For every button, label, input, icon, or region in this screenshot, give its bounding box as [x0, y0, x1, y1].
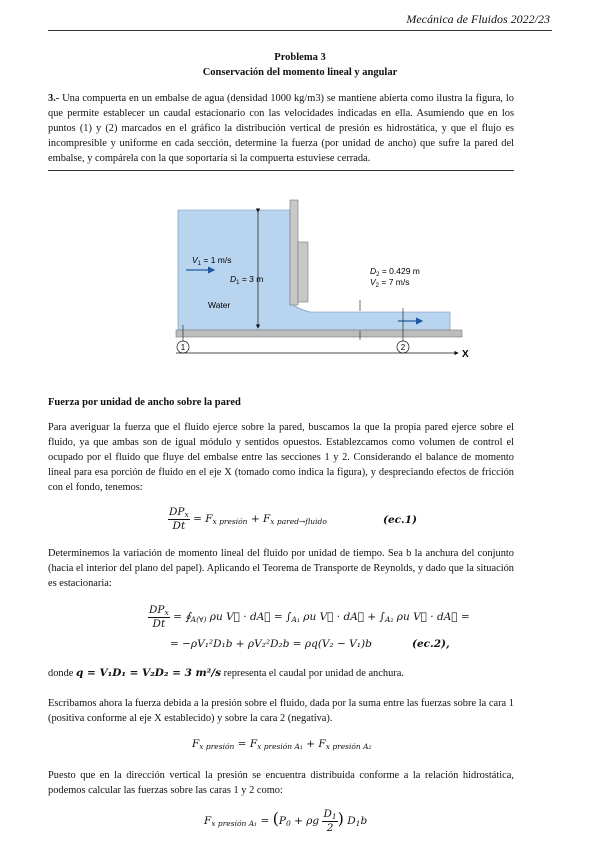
header-divider	[48, 30, 552, 31]
equation-pressure-a1: $F_{x presión A_1} = (P_0 + \rho g$ $\frac{D_1}{2}$ ) $D_1b$	[204, 808, 368, 834]
v2-label: $V_2 = 7$ m/s	[370, 277, 410, 289]
paragraph-flow-rate	[48, 666, 514, 681]
dam-gate-figure	[170, 190, 480, 372]
equation-2-line1: $\frac{DP_x}{Dt}$ = $∮_{A(\forall)}$ ρu V⃗ · dA⃗ = $\int_{A_1}$ ρu V⃗ · dA⃗ + $\int_{A_2}$ ρu V⃗ · dA⃗ =	[149, 604, 470, 630]
paragraph-reynolds: Determinemos la variación de momento lineal del fluido por unidad de tiempo. Sea b la anchura del conjunto (hacia el interior del plano del papel). Aplicando el Teorema de Transporte de Reynolds, y dado que la situación es estacionaria:	[48, 548, 514, 589]
problem-number: Problema 3	[274, 52, 326, 63]
course-header: Mecánica de Fluidos 2022/23	[406, 12, 550, 26]
equation-pressure-sum: $F_{x presión} = F_{x presión A_1} + F_{x presión A_2}$	[192, 738, 372, 751]
problem-subtitle: Conservación del momento lineal y angular	[202, 67, 398, 78]
section-title: Fuerza por unidad de ancho sobre la pared	[48, 397, 241, 408]
point1-label: 1	[180, 343, 186, 352]
equation-1: $\frac{DP_x}{Dt}$ = $F_{x presión} + F_{x pared\to fluido}$	[169, 506, 327, 532]
paragraph-pressure-force: Escribamos ahora la fuerza debida a la presión sobre el fluido, dada por la suma entre las fuerzas sobre la cara 1 (positiva conforme al eje X establecido) y sobre la cara 2 (negativa).	[48, 698, 514, 724]
x-axis-label: X	[462, 349, 469, 360]
point2-label: 2	[400, 343, 406, 352]
gate-wall-lower	[298, 242, 308, 302]
problem-label: 3.-	[48, 93, 60, 104]
paragraph-hydrostatic: Puesto que en la dirección vertical la presión se encuentra distribuida conforme a la relación hidrostática, podemos calcular las fuerzas sobre las caras 1 y 2 como:	[48, 770, 514, 796]
d2-label: $D_2 = 0.429$ m	[370, 266, 420, 278]
flow-rate-equation: q = V₁D₁ = V₂D₂ = 3 m²/s	[76, 667, 222, 679]
ground	[176, 330, 462, 337]
water-label: Water	[208, 300, 231, 310]
donde-pre: donde	[48, 668, 74, 679]
equation-1-label: (ec.1)	[383, 514, 417, 526]
d1-label: $D_1 = 3$ m	[230, 274, 264, 286]
paragraph-control-volume: Para averiguar la fuerza que el fluido ejerce sobre la pared, buscamos la que la propia pared ejerce sobre el fluido, ya que ambas son de igual módulo y sentidos opuestos. Establezcamos como volumen de control el ocupado por el fluido que fluye del embalse entre las secciones 1 y 2. Considerando el balance de momento lineal para esa porción de fluido en el eje X (tomado como indica la figura), y despreciando efectos de fricción con el fondo, tenemos:	[48, 422, 514, 493]
donde-post: representa el caudal por unidad de anchura.	[223, 668, 404, 679]
problem-statement	[48, 91, 514, 166]
equation-2-line2: = −ρV₁²D₁b + ρV₂²D₂b = ρq(V₂ − V₁)b	[170, 638, 372, 650]
gate-wall-upper	[290, 200, 298, 305]
statement-text: Una compuerta en un embalse de agua (densidad 1000 kg/m3) se mantiene abierta como ilustra la figura, lo que permite establecer un caudal estacionario con las velocidades indicadas en ella. Asumiendo que en los puntos (1) y (2) marcados en el gráfico la distribución vertical de presión es hidrostática, y que el flujo es incompresible y uniforme en cada sección, determine la fuerza (por unidad de ancho) que sufre la pared del embalse, y compárela con la que soportaría si la compuerta estuviese cerrada.	[48, 93, 514, 164]
statement-divider	[48, 170, 514, 171]
v1-label: $V_1 = 1$ m/s	[192, 255, 232, 267]
equation-2-label: (ec.2),	[412, 638, 450, 650]
